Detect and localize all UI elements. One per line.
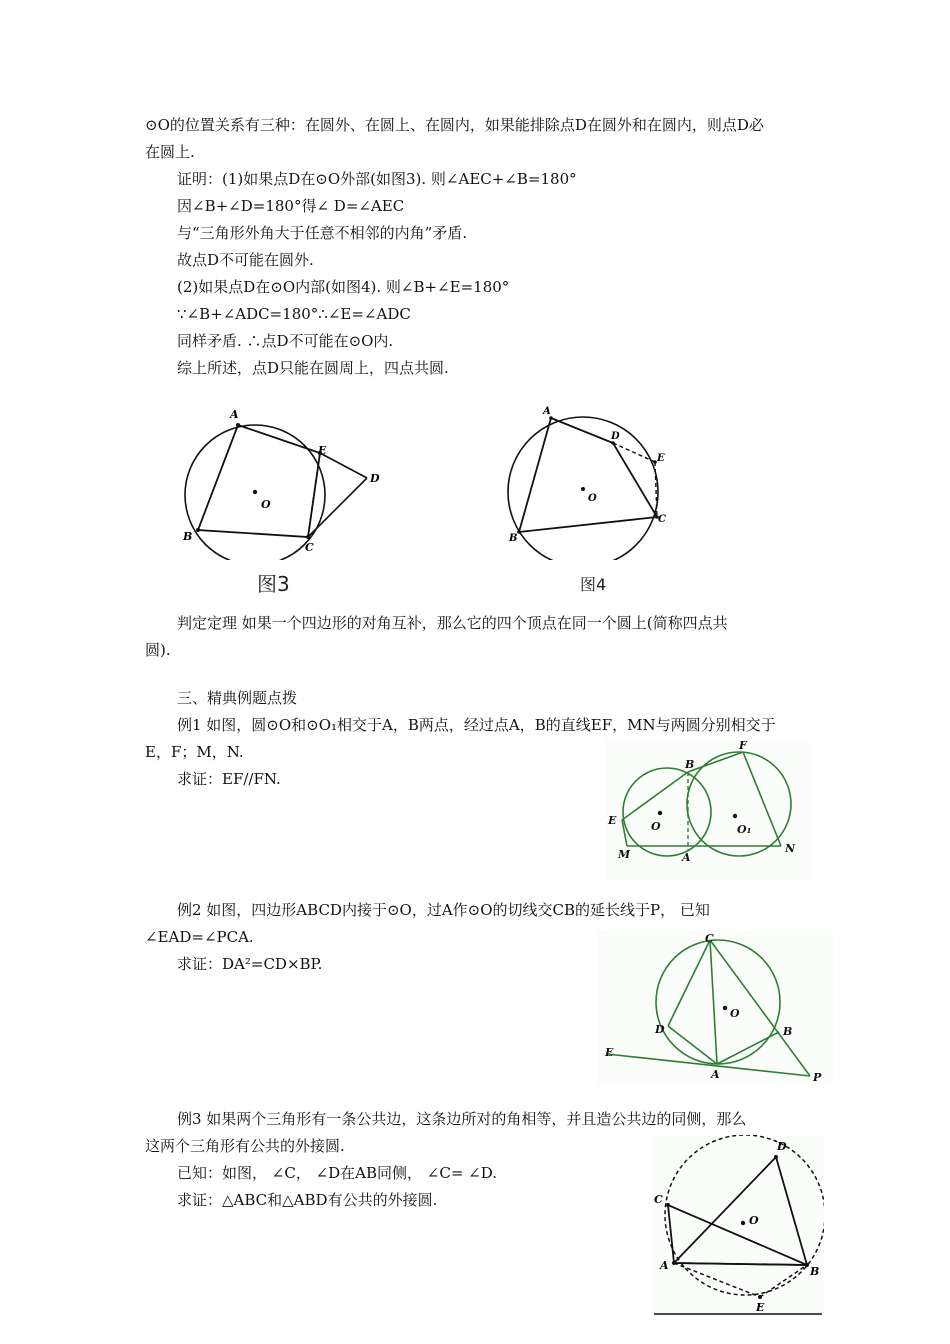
ex2-label-e: E (605, 1046, 614, 1059)
fig4-label-b: B (509, 533, 518, 544)
ex1-label-e: E (608, 814, 617, 827)
fig4-label-a: A (543, 406, 551, 417)
fig4-label-e: E (657, 453, 665, 464)
ex1-line-3: 求证：EF//FN. (177, 770, 281, 788)
ex3-line-1: 例3 如果两个三角形有一条公共边，这条边所对的角相等，并且造公共边的同侧，那么 (177, 1110, 747, 1128)
ex3-line-3: 已知：如图， ∠C， ∠D在AB同侧， ∠C= ∠D. (177, 1164, 498, 1182)
ex1-label-o1: O₁ (737, 823, 752, 836)
section-title: 三、精典例题点拨 (177, 689, 298, 707)
ex2-label-c: C (705, 932, 714, 945)
ex3-label-d: D (777, 1140, 787, 1153)
proof-line-1: 证明：(1)如果点D在⊙O外部(如图3). 则∠AEC+∠B=180° (177, 170, 577, 188)
ex3-figure (652, 1135, 824, 1317)
theorem-line-2: 圆). (145, 641, 171, 659)
ex3-label-o: O (749, 1214, 759, 1227)
ex2-label-p: P (813, 1071, 822, 1084)
ex1-line-2: E，F；M，N. (145, 743, 244, 761)
ex3-label-b: B (810, 1265, 820, 1278)
ex1-label-a: A (682, 851, 691, 864)
ex2-label-d: D (655, 1023, 665, 1036)
ex3-label-c: C (654, 1193, 663, 1206)
ex3-label-a: A (660, 1259, 669, 1272)
ex3-line-2: 这两个三角形有公共的外接圆. (145, 1137, 345, 1155)
proof-line-5: (2)如果点D在⊙O内部(如图4). 则∠B+∠E=180° (177, 278, 510, 296)
proof-line-6: ∵∠B+∠ADC=180°∴∠E=∠ADC (177, 305, 411, 323)
proof-line-3: 与“三角形外角大于任意不相邻的内角”矛盾. (177, 224, 468, 242)
ex1-label-m: M (618, 848, 631, 861)
fig4-label-d: D (611, 431, 620, 442)
fig4-caption: 图4 (580, 575, 607, 594)
ex3-line-4: 求证：△ABC和△ABD有公共的外接圆. (177, 1191, 438, 1209)
ex1-label-f: F (739, 740, 747, 752)
ex2-label-o: O (730, 1007, 740, 1020)
ex2-figure (597, 930, 833, 1085)
ex1-label-o: O (651, 820, 661, 833)
ex2-line-3: 求证：DA²=CD×BP. (177, 955, 323, 973)
theorem-line-1: 判定定理 如果一个四边形的对角互补，那么它的四个顶点在同一个圆上(简称四点共 (177, 614, 728, 632)
figure-4 (500, 400, 680, 560)
fig3-label-a: A (230, 408, 239, 421)
fig3-caption: 图3 (257, 572, 290, 596)
fig3-label-e: E (318, 444, 327, 457)
ex2-line-2: ∠EAD=∠PCA. (145, 928, 254, 946)
fig3-label-c: C (305, 541, 314, 554)
proof-line-8: 综上所述，点D只能在圆周上，四点共圆. (177, 359, 449, 377)
fig3-label-o: O (261, 498, 271, 511)
text-line-2: 在圆上. (145, 143, 195, 161)
fig4-label-c: C (658, 514, 666, 525)
fig4-label-o: O (588, 493, 597, 504)
ex2-label-a: A (711, 1068, 720, 1081)
ex1-label-n: N (785, 842, 796, 855)
ex2-line-1: 例2 如图，四边形ABCD内接于⊙O，过A作⊙O的切线交CB的延长线于P， 已知 (177, 901, 710, 919)
ex2-label-b: B (783, 1025, 793, 1038)
fig3-label-d: D (370, 472, 380, 485)
ex1-figure (605, 740, 810, 880)
figure-3 (175, 400, 395, 560)
proof-line-7: 同样矛盾. ∴点D不可能在⊙O内. (177, 332, 394, 350)
fig3-label-b: B (183, 530, 193, 543)
proof-line-2: 因∠B+∠D=180°得∠ D=∠AEC (177, 197, 405, 215)
text-line-1: ⊙O的位置关系有三种：在圆外、在圆上、在圆内，如果能排除点D在圆外和在圆内，则点D必 (145, 116, 764, 134)
ex1-line-1: 例1 如图，圆⊙O和⊙O₁相交于A，B两点，经过点A，B的直线EF，MN与两圆分别相交于 (177, 716, 776, 734)
ex3-label-e: E (756, 1301, 765, 1314)
proof-line-4: 故点D不可能在圆外. (177, 251, 314, 269)
ex1-label-b: B (685, 758, 695, 771)
